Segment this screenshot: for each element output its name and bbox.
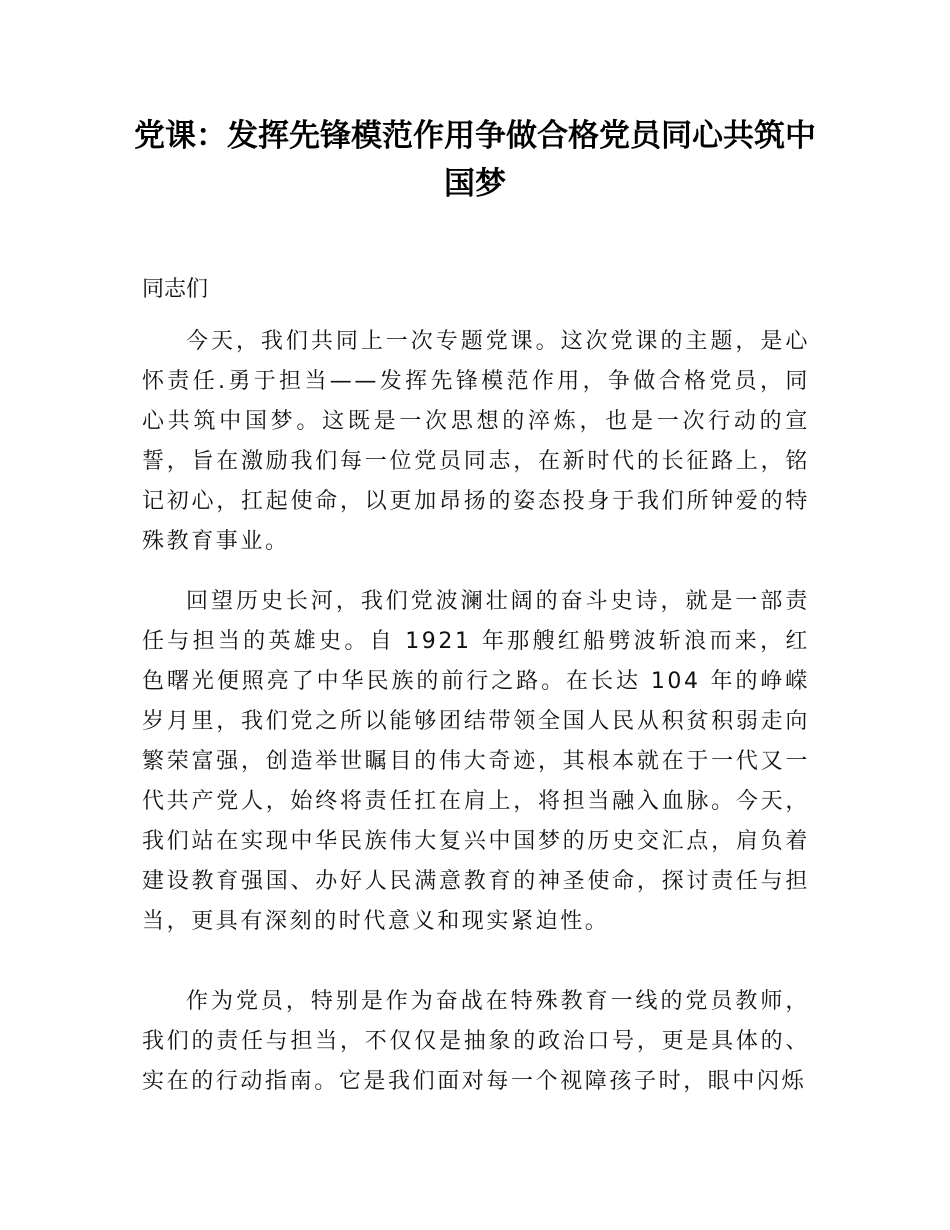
paragraph-3: 作为党员，特别是作为奋战在特殊教育一线的党员教师，我们的责任与担当，不仅仅是抽象的政治口号，更是具体的、实在的行动指南。它是我们面对每一个视障孩子时，眼中闪烁 <box>142 989 810 1094</box>
paragraph-2: 回望历史长河，我们党波澜壮阔的奋斗史诗，就是一部责任与担当的英雄史。自 1921 年那艘红船劈波斩浪而来，红色曙光便照亮了中华民族的前行之路。在长达 104 年的峥嵘岁月里，我们党之所以能够团结带领全国人民从积贫积弱走向繁荣富强，创造举世瞩目的伟大奇迹，其根本就在于一代又一代共产党人，始终将责任扛在肩上，将担当融入血脉。今天，我们站在实现中华民族伟大复兴中国梦的历史交汇点，肩负着建设教育强国、办好人民满意教育的神圣使命，探讨责任与担当，更具有深刻的时代意义和现实紧迫性。 <box>142 589 810 934</box>
paragraph-1: 今天，我们共同上一次专题党课。这次党课的主题，是心怀责任.勇于担当——发挥先锋模范作用，争做合格党员，同心共筑中国梦。这既是一次思想的淬炼，也是一次行动的宣誓，旨在激励我们每一位党员同志，在新时代的长征路上，铭记初心，扛起使命，以更加昂扬的姿态投身于我们所钟爱的特殊教育事业。 <box>142 329 810 554</box>
salutation: 同志们 <box>142 277 209 302</box>
document-title: 党课：发挥先锋模范作用争做合格党员同心共筑中国梦 <box>134 118 816 202</box>
